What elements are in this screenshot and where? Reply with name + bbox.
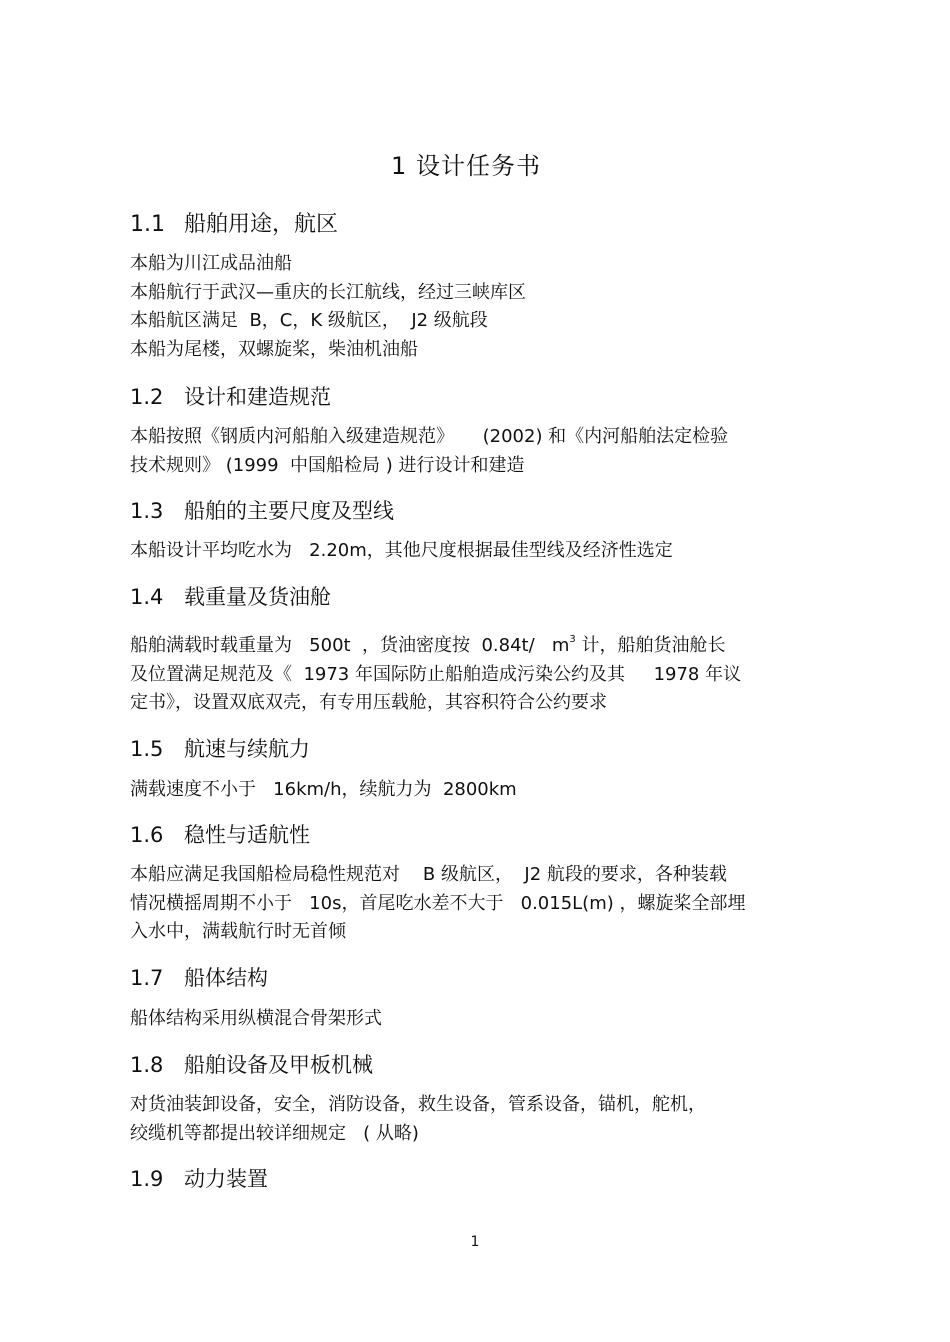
section-title: 船舶用途，航区 [184, 212, 339, 237]
section-title: 动力装置 [184, 1167, 268, 1191]
section-number: 1.2 [130, 385, 164, 409]
section-title: 船舶设备及甲板机械 [184, 1053, 373, 1077]
section-number: 1.4 [130, 585, 164, 609]
section-number: 1.8 [130, 1053, 164, 1077]
section-heading-1-4 [130, 581, 331, 611]
section-title: 设计和建造规范 [184, 385, 331, 409]
paragraph-line: 本船按照《钢质内河船舶入级建造规范》 (2002) 和《内河船舶法定检验 [130, 426, 729, 447]
section-heading-1-6 [130, 819, 310, 849]
paragraph-line: 本船航区满足 B，C，K 级航区， J2 级航段 [130, 310, 488, 331]
section-title: 船体结构 [184, 966, 268, 990]
section-body-1-1 [130, 250, 820, 364]
section-heading-1-2 [130, 381, 331, 411]
section-heading-1-1 [130, 207, 338, 238]
section-body-1-3 [130, 537, 820, 566]
superscript-exponent: 3 [569, 634, 576, 645]
section-body-1-2 [130, 423, 820, 480]
section-number: 1.1 [130, 212, 165, 237]
paragraph-line: 本船为川江成品油船 [130, 253, 292, 274]
paragraph-line: 技术规则》 (1999 中国船检局 ) 进行设计和建造 [130, 454, 525, 476]
paragraph-line: 绞缆机等都提出较详细规定 ( 从略) [130, 1122, 419, 1144]
section-number: 1.9 [130, 1167, 164, 1191]
paragraph-line: 对货油装卸设备，安全，消防设备，救生设备，管系设备，锚机，舵机， [130, 1094, 706, 1115]
section-heading-1-3 [130, 495, 394, 525]
line-text: 计，船舶货油舱长 [575, 635, 726, 656]
paragraph-line: 本船航行于武汉—重庆的长江航线，经过三峡库区 [130, 281, 526, 303]
paragraph-line: 船体结构采用纵横混合骨架形式 [130, 1008, 382, 1029]
section-number: 1.7 [130, 966, 164, 990]
paragraph-line: 满载速度不小于 16km/h，续航力为 2800km [130, 779, 517, 800]
section-body-1-6 [130, 861, 820, 947]
document-title: 1 设计任务书 [391, 152, 541, 180]
paragraph-line: 定书》，设置双底双壳，有专用压载舱，其容积符合公约要求 [130, 692, 607, 713]
section-body-1-8 [130, 1091, 820, 1148]
paragraph-line: 本船为尾楼，双螺旋桨，柴油机油船 [130, 338, 418, 360]
section-title: 载重量及货油舱 [184, 585, 331, 609]
paragraph-line: 情况横摇周期不小于 10s，首尾吃水差不大于 0.015L(m) ，螺旋桨全部埋 [130, 892, 746, 914]
section-body-1-5 [130, 776, 820, 805]
page-number: 1 [470, 1234, 480, 1250]
section-number: 1.6 [130, 823, 164, 847]
section-number: 1.3 [130, 499, 164, 523]
section-title: 稳性与适航性 [184, 823, 310, 847]
paragraph-line: 及位置满足规范及《 1973 年国际防止船舶造成污染公约及其 1978 年议 [130, 663, 742, 685]
section-body-1-7 [130, 1005, 820, 1034]
section-heading-1-9 [130, 1163, 268, 1193]
paragraph-line: 入水中，满载航行时无首倾 [130, 921, 346, 942]
section-heading-1-8 [130, 1049, 373, 1079]
paragraph-line: 本船设计平均吃水为 2.20m，其他尺度根据最佳型线及经济性选定 [130, 540, 673, 561]
section-title: 船舶的主要尺度及型线 [184, 499, 394, 523]
line-text: 船舶满载时载重量为 500t ，货油密度按 0.84t/ m [130, 635, 570, 656]
paragraph-line: 本船应满足我国船检局稳性规范对 B 级航区， J2 航段的要求，各种装载 [130, 864, 727, 885]
paragraph-line [130, 632, 820, 661]
section-number: 1.5 [130, 737, 164, 761]
section-heading-1-7 [130, 962, 268, 992]
section-body-1-4 [130, 632, 820, 718]
section-title: 航速与续航力 [184, 737, 310, 761]
section-heading-1-5 [130, 733, 310, 763]
